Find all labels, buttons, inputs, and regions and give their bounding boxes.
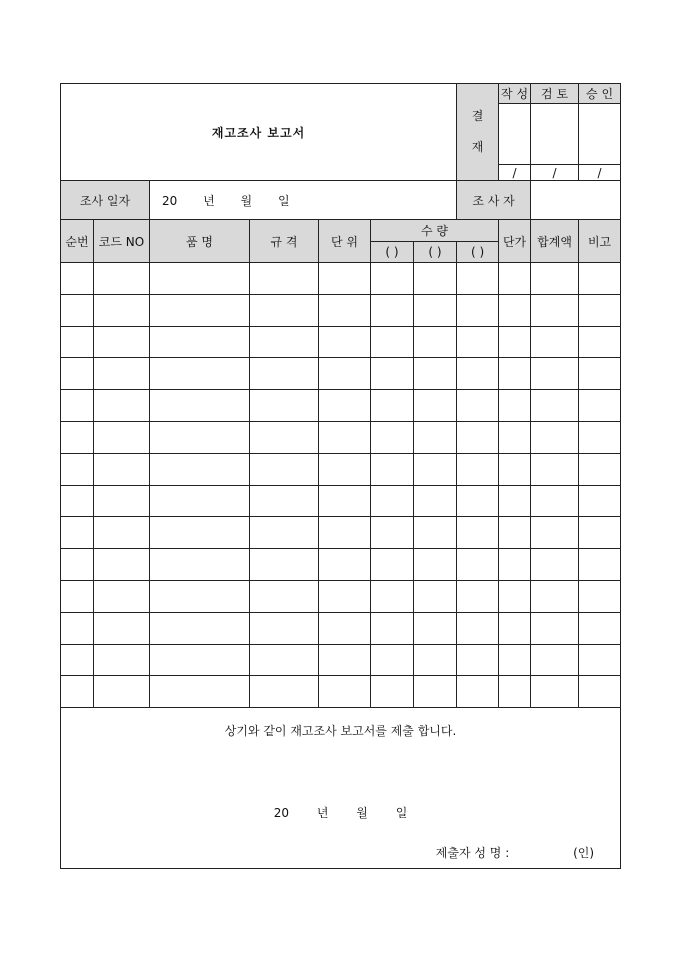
footer-date[interactable] xyxy=(61,804,620,821)
cell-note[interactable] xyxy=(579,263,621,295)
cell-qty-2[interactable] xyxy=(414,644,457,676)
table-row xyxy=(61,421,621,453)
submitter-line[interactable] xyxy=(430,844,594,861)
cell-qty-1[interactable] xyxy=(371,580,414,612)
cell-unit[interactable] xyxy=(319,421,371,453)
cell-qty-3[interactable] xyxy=(457,517,499,549)
approval-date-approve[interactable]: / xyxy=(579,165,621,181)
col-header-qty-sub-1: ( ) xyxy=(371,242,414,263)
col-header-qty-sub-3: ( ) xyxy=(457,242,499,263)
cell-item[interactable] xyxy=(150,421,250,453)
cell-code[interactable] xyxy=(94,421,150,453)
cell-no[interactable] xyxy=(61,453,94,485)
cell-qty-2[interactable] xyxy=(414,612,457,644)
cell-qty-2[interactable] xyxy=(414,549,457,581)
report-title: 재고조사 보고서 xyxy=(61,84,457,181)
cell-spec[interactable] xyxy=(250,644,319,676)
cell-qty-2[interactable] xyxy=(414,421,457,453)
cell-note[interactable] xyxy=(579,485,621,517)
cell-code[interactable] xyxy=(94,294,150,326)
cell-note[interactable] xyxy=(579,644,621,676)
cell-code[interactable] xyxy=(94,676,150,708)
cell-item[interactable] xyxy=(150,485,250,517)
cell-qty-1[interactable] xyxy=(371,453,414,485)
cell-code[interactable] xyxy=(94,390,150,422)
cell-code[interactable] xyxy=(94,612,150,644)
cell-total[interactable] xyxy=(531,358,579,390)
cell-item[interactable] xyxy=(150,453,250,485)
cell-unit[interactable] xyxy=(319,263,371,295)
cell-price[interactable] xyxy=(499,644,531,676)
approval-side-label xyxy=(457,84,499,181)
cell-item[interactable] xyxy=(150,580,250,612)
cell-code[interactable] xyxy=(94,358,150,390)
cell-price[interactable] xyxy=(499,294,531,326)
table-row xyxy=(61,549,621,581)
cell-code[interactable] xyxy=(94,326,150,358)
cell-code[interactable] xyxy=(94,580,150,612)
footer-statement: 상기와 같이 재고조사 보고서를 제출 합니다. xyxy=(224,724,457,739)
cell-qty-2[interactable] xyxy=(414,485,457,517)
cell-qty-3[interactable] xyxy=(457,644,499,676)
cell-note[interactable] xyxy=(579,421,621,453)
cell-no[interactable] xyxy=(61,421,94,453)
cell-qty-1[interactable] xyxy=(371,294,414,326)
cell-unit[interactable] xyxy=(319,517,371,549)
cell-qty-1[interactable] xyxy=(371,263,414,295)
cell-total[interactable] xyxy=(531,294,579,326)
cell-spec[interactable] xyxy=(250,612,319,644)
col-header-item: 품 명 xyxy=(150,220,250,263)
cell-spec[interactable] xyxy=(250,676,319,708)
cell-note[interactable] xyxy=(579,390,621,422)
survey-date-month: 월 xyxy=(240,193,253,208)
cell-price[interactable] xyxy=(499,263,531,295)
cell-spec[interactable] xyxy=(250,421,319,453)
cell-price[interactable] xyxy=(499,612,531,644)
inspector-label: 조 사 자 xyxy=(457,181,531,220)
cell-no[interactable] xyxy=(61,517,94,549)
cell-unit[interactable] xyxy=(319,580,371,612)
cell-total[interactable] xyxy=(531,390,579,422)
cell-unit[interactable] xyxy=(319,390,371,422)
cell-spec[interactable] xyxy=(250,390,319,422)
cell-qty-3[interactable] xyxy=(457,549,499,581)
cell-code[interactable] xyxy=(94,517,150,549)
cell-no[interactable] xyxy=(61,549,94,581)
cell-no[interactable] xyxy=(61,294,94,326)
cell-unit[interactable] xyxy=(319,612,371,644)
cell-no[interactable] xyxy=(61,358,94,390)
cell-qty-3[interactable] xyxy=(457,485,499,517)
cell-qty-3[interactable] xyxy=(457,263,499,295)
cell-unit[interactable] xyxy=(319,644,371,676)
report-table xyxy=(60,83,621,869)
cell-unit[interactable] xyxy=(319,549,371,581)
approval-sign-approve[interactable] xyxy=(579,104,621,165)
data-rows xyxy=(61,263,621,708)
cell-item[interactable] xyxy=(150,676,250,708)
cell-total[interactable] xyxy=(531,580,579,612)
col-header-total: 합계액 xyxy=(531,220,579,263)
table-row xyxy=(61,326,621,358)
col-header-price: 단가 xyxy=(499,220,531,263)
cell-spec[interactable] xyxy=(250,358,319,390)
approval-side-bottom: 재 xyxy=(471,140,484,154)
cell-qty-1[interactable] xyxy=(371,326,414,358)
cell-price[interactable] xyxy=(499,580,531,612)
col-header-qty-sub-2: ( ) xyxy=(414,242,457,263)
cell-total[interactable] xyxy=(531,517,579,549)
table-row xyxy=(61,390,621,422)
cell-unit[interactable] xyxy=(319,326,371,358)
col-header-unit: 단 위 xyxy=(319,220,371,263)
cell-qty-3[interactable] xyxy=(457,358,499,390)
cell-spec[interactable] xyxy=(250,549,319,581)
approval-header-review: 검 토 xyxy=(531,84,579,104)
cell-no[interactable] xyxy=(61,644,94,676)
cell-qty-1[interactable] xyxy=(371,549,414,581)
col-header-qty: 수 량 xyxy=(371,220,499,242)
survey-date-day: 일 xyxy=(277,193,290,208)
footer-date-year: 년 xyxy=(316,806,329,821)
cell-qty-2[interactable] xyxy=(414,358,457,390)
cell-total[interactable] xyxy=(531,612,579,644)
survey-date-year: 년 xyxy=(203,193,215,208)
cell-note[interactable] xyxy=(579,517,621,549)
cell-qty-2[interactable] xyxy=(414,326,457,358)
cell-no[interactable] xyxy=(61,485,94,517)
cell-price[interactable] xyxy=(499,421,531,453)
cell-price[interactable] xyxy=(499,485,531,517)
cell-code[interactable] xyxy=(94,263,150,295)
footer-date-month: 월 xyxy=(356,806,368,821)
cell-spec[interactable] xyxy=(250,294,319,326)
survey-date-field[interactable] xyxy=(150,181,457,220)
cell-total[interactable] xyxy=(531,676,579,708)
col-header-note: 비고 xyxy=(579,220,621,263)
footer-section xyxy=(61,708,621,869)
cell-item[interactable] xyxy=(150,517,250,549)
cell-note[interactable] xyxy=(579,326,621,358)
cell-price[interactable] xyxy=(499,453,531,485)
cell-item[interactable] xyxy=(150,390,250,422)
footer-date-day: 일 xyxy=(395,806,408,821)
cell-no[interactable] xyxy=(61,263,94,295)
cell-qty-3[interactable] xyxy=(457,676,499,708)
approval-date-review[interactable]: / xyxy=(531,165,579,181)
cell-price[interactable] xyxy=(499,326,531,358)
cell-qty-2[interactable] xyxy=(414,294,457,326)
approval-sign-write[interactable] xyxy=(499,104,531,165)
cell-note[interactable] xyxy=(579,294,621,326)
cell-total[interactable] xyxy=(531,326,579,358)
cell-note[interactable] xyxy=(579,612,621,644)
cell-qty-1[interactable] xyxy=(371,517,414,549)
cell-total[interactable] xyxy=(531,644,579,676)
cell-qty-3[interactable] xyxy=(457,612,499,644)
cell-qty-1[interactable] xyxy=(371,390,414,422)
footer-date-year-prefix: 20 xyxy=(273,806,290,821)
cell-item[interactable] xyxy=(150,549,250,581)
table-row xyxy=(61,358,621,390)
cell-item[interactable] xyxy=(150,358,250,390)
inspector-field[interactable] xyxy=(531,181,621,220)
cell-no[interactable] xyxy=(61,612,94,644)
approval-side-top: 결 xyxy=(471,108,484,123)
approval-date-write[interactable]: / xyxy=(499,165,531,181)
cell-qty-1[interactable] xyxy=(371,644,414,676)
cell-total[interactable] xyxy=(531,485,579,517)
cell-no[interactable] xyxy=(61,580,94,612)
cell-unit[interactable] xyxy=(319,485,371,517)
cell-spec[interactable] xyxy=(250,326,319,358)
cell-note[interactable] xyxy=(579,453,621,485)
cell-note[interactable] xyxy=(579,549,621,581)
cell-qty-2[interactable] xyxy=(414,517,457,549)
cell-qty-2[interactable] xyxy=(414,676,457,708)
cell-qty-3[interactable] xyxy=(457,453,499,485)
cell-price[interactable] xyxy=(499,358,531,390)
cell-qty-3[interactable] xyxy=(457,580,499,612)
cell-price[interactable] xyxy=(499,549,531,581)
cell-item[interactable] xyxy=(150,644,250,676)
cell-qty-2[interactable] xyxy=(414,390,457,422)
cell-no[interactable] xyxy=(61,326,94,358)
cell-spec[interactable] xyxy=(250,517,319,549)
cell-no[interactable] xyxy=(61,390,94,422)
approval-sign-review[interactable] xyxy=(531,104,579,165)
cell-spec[interactable] xyxy=(250,263,319,295)
cell-qty-3[interactable] xyxy=(457,390,499,422)
survey-date-label: 조사 일자 xyxy=(61,181,150,220)
table-row xyxy=(61,453,621,485)
cell-spec[interactable] xyxy=(250,485,319,517)
cell-total[interactable] xyxy=(531,549,579,581)
cell-qty-1[interactable] xyxy=(371,421,414,453)
cell-unit[interactable] xyxy=(319,676,371,708)
cell-price[interactable] xyxy=(499,676,531,708)
cell-code[interactable] xyxy=(94,644,150,676)
col-header-no: 순번 xyxy=(61,220,94,263)
col-header-spec: 규 격 xyxy=(250,220,319,263)
stamp-mark: (인) xyxy=(573,846,595,861)
cell-qty-3[interactable] xyxy=(457,326,499,358)
cell-unit[interactable] xyxy=(319,358,371,390)
table-row xyxy=(61,517,621,549)
survey-date-year-prefix: 20 xyxy=(162,193,178,208)
col-header-code: 코드 NO xyxy=(94,220,150,263)
cell-qty-2[interactable] xyxy=(414,580,457,612)
cell-note[interactable] xyxy=(579,676,621,708)
cell-qty-1[interactable] xyxy=(371,612,414,644)
cell-qty-2[interactable] xyxy=(414,453,457,485)
cell-code[interactable] xyxy=(94,549,150,581)
cell-qty-1[interactable] xyxy=(371,676,414,708)
cell-qty-2[interactable] xyxy=(414,263,457,295)
cell-item[interactable] xyxy=(150,294,250,326)
table-row xyxy=(61,644,621,676)
cell-total[interactable] xyxy=(531,453,579,485)
table-row xyxy=(61,580,621,612)
submitter-label: 제출자 성 명 : xyxy=(435,846,510,861)
cell-code[interactable] xyxy=(94,485,150,517)
cell-note[interactable] xyxy=(579,580,621,612)
cell-item[interactable] xyxy=(150,326,250,358)
cell-price[interactable] xyxy=(499,390,531,422)
cell-item[interactable] xyxy=(150,263,250,295)
cell-qty-1[interactable] xyxy=(371,358,414,390)
cell-unit[interactable] xyxy=(319,294,371,326)
table-row xyxy=(61,294,621,326)
cell-spec[interactable] xyxy=(250,580,319,612)
cell-qty-3[interactable] xyxy=(457,294,499,326)
cell-price[interactable] xyxy=(499,517,531,549)
inventory-report-form xyxy=(60,83,620,869)
cell-qty-1[interactable] xyxy=(371,485,414,517)
cell-unit[interactable] xyxy=(319,453,371,485)
table-row xyxy=(61,612,621,644)
cell-spec[interactable] xyxy=(250,453,319,485)
cell-no[interactable] xyxy=(61,676,94,708)
cell-note[interactable] xyxy=(579,358,621,390)
cell-qty-3[interactable] xyxy=(457,421,499,453)
table-row xyxy=(61,676,621,708)
table-row xyxy=(61,485,621,517)
cell-item[interactable] xyxy=(150,612,250,644)
approval-header-write: 작 성 xyxy=(499,84,531,104)
cell-code[interactable] xyxy=(94,453,150,485)
cell-total[interactable] xyxy=(531,263,579,295)
cell-total[interactable] xyxy=(531,421,579,453)
approval-header-approve: 승 인 xyxy=(579,84,621,104)
table-row xyxy=(61,263,621,295)
